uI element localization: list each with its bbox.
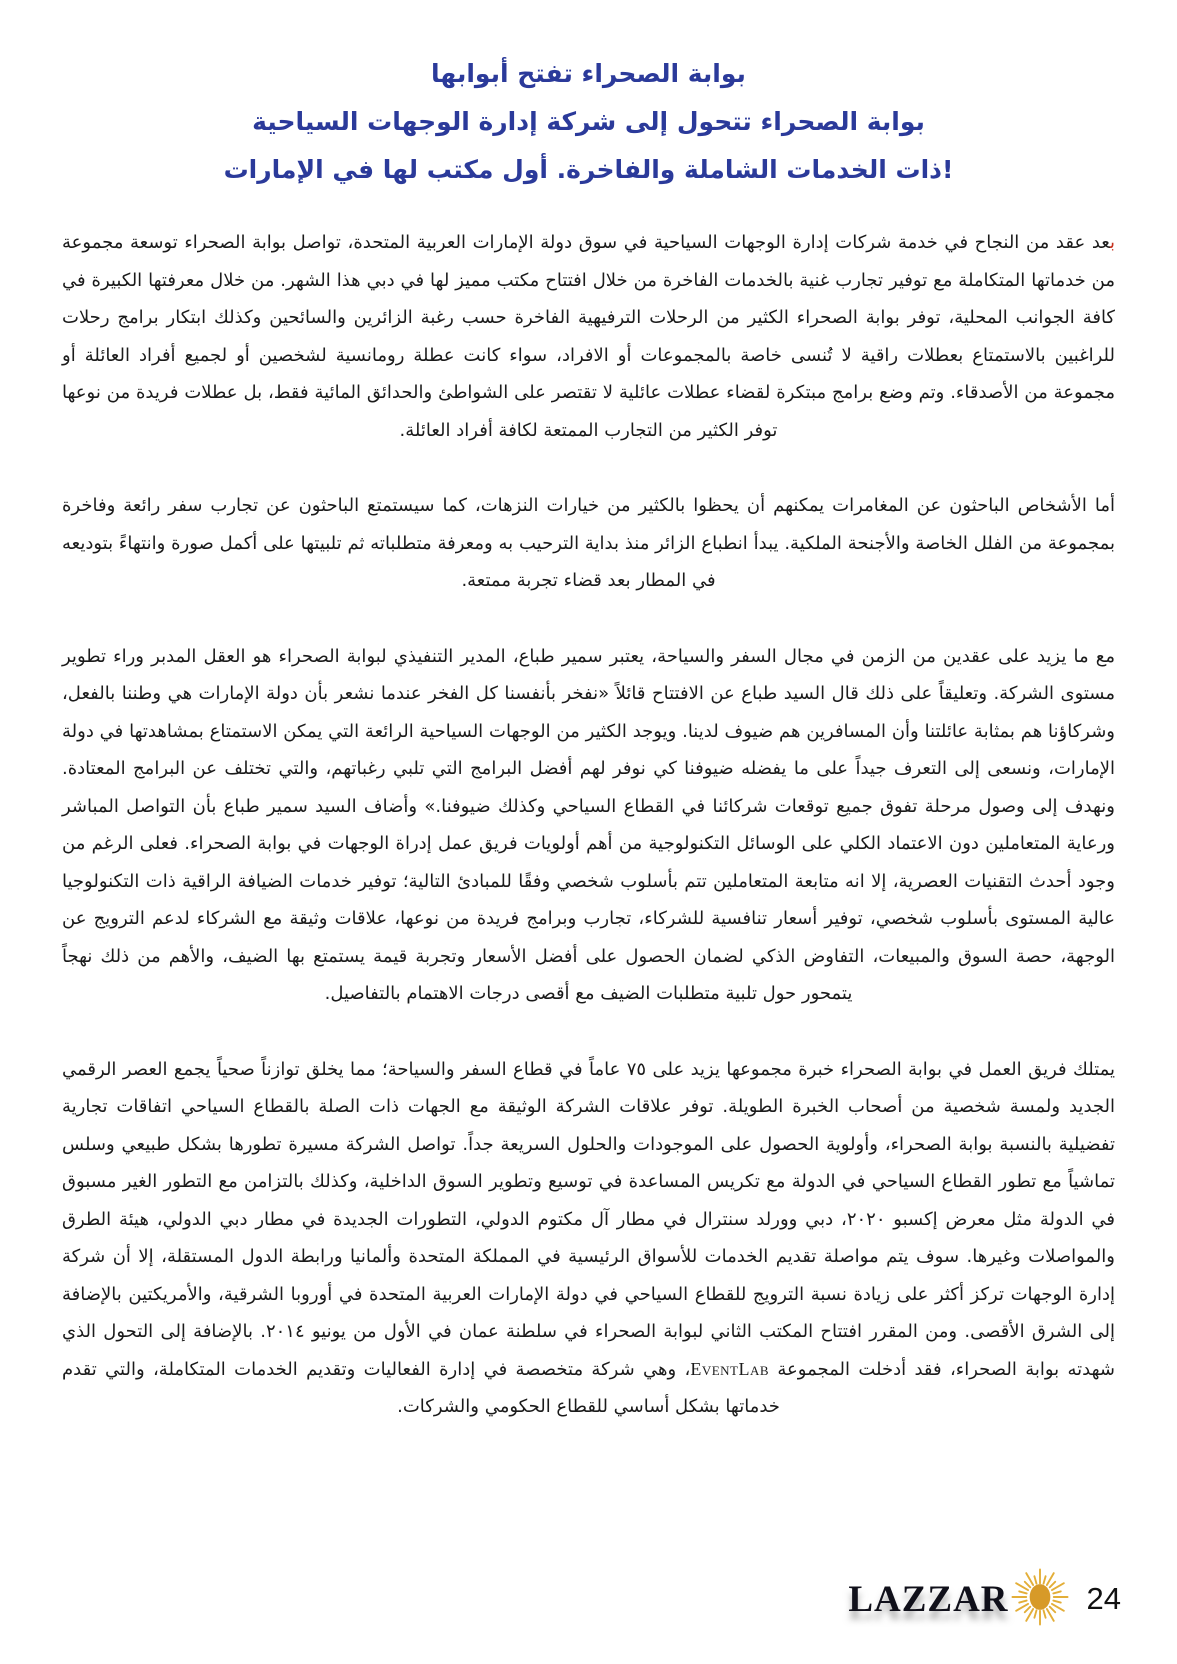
paragraph-4-text-start: يمتلك فريق العمل في بوابة الصحراء خبرة مجموعها يزيد على ٧٥ عاماً في قطاع السفر والسياحة؛ مما يخلق توازناً صحياً يجمع العصر الرقمي الجديد ولمسة شخصية من أصحاب الخبرة الطويلة. توفر علاقات الشركة الوثيقة مع الجهات ذات الصلة بالقطاع السياحي اتفاقات تجارية تفضيلية بالنسبة بوابة الصحراء، وأولوية الحصول على الموجودات والحلول السريعة جداً. تواصل الشركة مسيرة تطورها بشكل طبيعي وسلس تماشياً مع تطور القطاع السياحي في الدولة مع تكريس المساعدة في توسيع وتطوير السوق الداخلية، وكذلك بالتزامن مع التطور الغير مسبوق في الدولة مثل معرض إكسبو ٢٠٢٠، دبي وورلد سنترال في مطار آل مكتوم الدولي، التطورات الجديدة في مطار دبي الدولي، هيئة الطرق والمواصلات وغيرها. سوف يتم مواصلة تقديم الخدمات للأسواق الرئيسية في المملكة المتحدة وألمانيا ورابطة الدول المستقلة، إلا أن شركة إدارة الوجهات تركز أكثر على زيادة نسبة الترويج للقطاع السياحي في دولة الإمارات العربية المتحدة في أوروبا الشرقية، والأمريكتين بالإضافة إلى الشرق الأقصى. ومن المقرر افتتاح المكتب الثاني لبوابة الصحراء في سلطنة عمان في الأول من يونيو ٢٠١٤. بالإضافة إلى التحول الذي شهدته بوابة الصحراء، فقد أدخلت المجموعة — [62, 1058, 1115, 1380]
paragraph-4 — [62, 1051, 1115, 1426]
eventlab-brand: EventLab — [690, 1358, 770, 1379]
sun-icon — [1009, 1566, 1071, 1628]
paragraph-4-text-end: ، وهي شركة متخصصة في إدارة الفعاليات وتقديم الخدمات المتكاملة، والتي تقدم خدماتها بشكل أساسي للقطاع الحكومي والشركات. — [62, 1358, 780, 1417]
lead-letter: ب‍ — [1109, 232, 1115, 253]
page-footer — [848, 1568, 1121, 1630]
paragraph-3: مع ما يزيد على عقدين من الزمن في مجال السفر والسياحة، يعتبر سمير طباع، المدير التنفيذي لبوابة الصحراء هو العقل المدبر وراء تطوير مستوى الشركة. وتعليقاً على ذلك قال السيد طباع عن الافتتاح قائلاً «نفخر بأنفسنا كل الفخر عندما نشعر بأن دولة الإمارات هي وطننا بالفعل، وشركاؤنا هم بمثابة عائلتنا وأن المسافرين هم ضيوف لدينا. ويوجد الكثير من الوجهات السياحية الرائعة التي يمكن الاستمتاع بمشاهدتها في دولة الإمارات، ونسعى إلى التعرف جيداً على ما يفضله ضيوفنا كي نوفر لهم أفضل البرامج التي تلبي رغباتهم، والتي تختلف عن البرامج المعتادة. ونهدف إلى وصول مرحلة تفوق جميع توقعات شركائنا في القطاع السياحي وكذلك ضيوفنا.» وأضاف السيد سمير طباع بأن التواصل المباشر ورعاية المتعاملين دون الاعتماد الكلي على الوسائل التكنولوجية من أهم أولويات فريق عمل إدراة الوجهات في بوابة الصحراء. فعلى الرغم من وجود أحدث التقنيات العصرية، إلا انه متابعة المتعاملين تتم بأسلوب شخصي وفقًا للمبادئ التالية؛ توفير خدمات الضيافة الراقية ذات التكنولوجيا عالية المستوى بأسلوب شخصي، توفير أسعار تنافسية للشركاء، تجارب وبرامج فريدة من نوعها، علاقات وثيقة مع الشركاء لدعم الترويج عن الوجهة، حصة السوق والمبيعات، التفاوض الذكي لضمان الحصول على أفضل الأسعار وتجربة قيمة يستمتع بها الضيف، والأهم من ذلك نهجاً يتمحور حول تلبية متطلبات الضيف مع أقصى درجات الاهتمام بالتفاصيل. — [62, 645, 1115, 1004]
paragraph-1 — [62, 224, 1115, 449]
page-number: 24 — [1086, 1581, 1121, 1616]
lazzaro-logo — [848, 1568, 1060, 1630]
paragraph-1-text: ‍عد عقد من النجاح في خدمة شركات إدارة الوجهات السياحية في سوق دولة الإمارات العربية المتحدة، تواصل بوابة الصحراء توسعة مجموعة من خدماتها المتكاملة مع توفير تجارب غنية بالخدمات الفاخرة من خلال افتتاح مكتب مميز لها في دبي هذا الشهر. من خلال معرفتها الكبيرة في كافة الجوانب المحلية، توفر بوابة الصحراء الكثير من الرحلات الترفيهية الفاخرة حسب رغبة الزائرين والسائحين وكذلك ابتكار برامج رحلات للراغبين بالاستمتاع بعطلات راقية لا تُنسى خاصة بالمجموعات أو الافراد، سواء كانت عطلة رومانسية لشخصين أو لجميع أفراد العائلة أو مجموعة من الأصدقاء. وتم وضع برامج مبتكرة لقضاء عطلات عائلية لا تقتصر على الشواطئ والحدائق المائية فقط، بل عطلات فريدة من نوعها توفر الكثير من التجارب الممتعة لكافة أفراد العائلة. — [62, 232, 1115, 441]
title-line-3: ذات الخدمات الشاملة والفاخرة. أول مكتب لها في الإمارات! — [223, 155, 954, 184]
paragraph-2: أما الأشخاص الباحثون عن المغامرات يمكنهم أن يحظوا بالكثير من خيارات النزهات، كما سيستمتع الباحثون عن تجارب سفر رائعة وفاخرة بمجموعة من الفلل الخاصة والأجنحة الملكية. يبدأ انطباع الزائر منذ بداية الترحيب به ومعرفة متطلباته ثم تلبيتها على أكمل صورة وانتهاءً بتوديعه في المطار بعد قضاء تجربة ممتعة. — [62, 495, 1115, 591]
article-title — [0, 0, 1177, 194]
title-line-2: بوابة الصحراء تتحول إلى شركة إدارة الوجهات السياحية — [252, 107, 925, 136]
title-line-1: بوابة الصحراء تفتح أبوابها — [431, 59, 746, 88]
lazzaro-wordmark: LAZZAR — [848, 1578, 1009, 1620]
article-body — [0, 194, 1177, 1426]
